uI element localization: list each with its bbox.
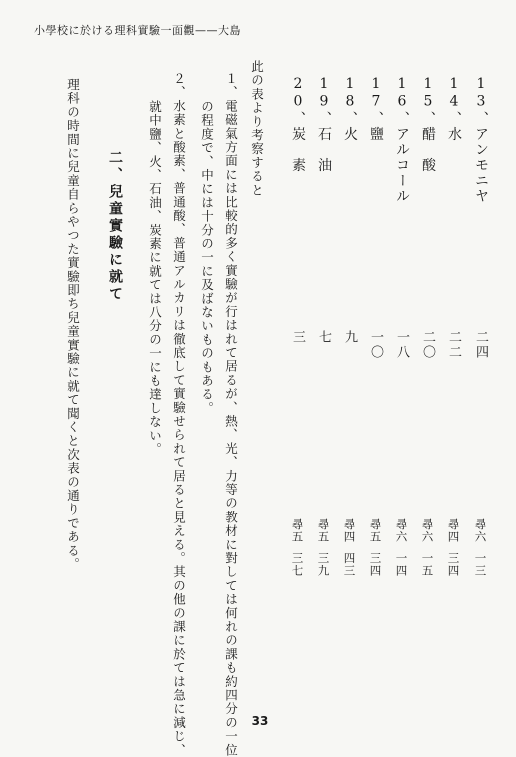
item-count: 九 (342, 330, 357, 345)
item-grade: 尋四 (342, 518, 357, 543)
paragraph-line: １、電磁氣方面には比較的多く實驗が行はれて居るが、熱、光、力等の教材に對しては何れの課も約四分の一位 (223, 72, 239, 757)
item-grade: 尋五 (368, 518, 383, 543)
item-count: 三 (290, 330, 305, 345)
item-name: 18、火 (342, 76, 358, 142)
item-value: 三四 (368, 552, 383, 577)
item-value: 三七 (290, 552, 305, 577)
paragraph-line: ２、水素と酸素、普通酸、普通アルカリは徹底して實驗せられて居ると見える。其の他の課に於ては急に減じ、 (171, 72, 187, 757)
item-name: 17、鹽 (368, 76, 384, 142)
item-grade: 尋五 (316, 518, 331, 543)
item-value: 一三 (473, 552, 488, 577)
item-count: 一〇 (368, 330, 383, 360)
item-value: 一五 (420, 552, 435, 577)
item-count: 二二 (446, 330, 461, 360)
section-heading: 二、兒童實驗に就て (107, 150, 123, 303)
item-name: 15、醋 酸 (420, 76, 436, 173)
item-name: 20、炭 素 (290, 76, 306, 173)
paragraph-line: 理科の時間に兒童自らやつた實驗即ち兒童實驗に就て聞くと次表の通りである。 (65, 78, 81, 572)
item-count: 七 (316, 330, 331, 345)
intro-text: 此の表より考察すると (249, 60, 265, 197)
running-header: 小學校に於ける理科實驗一面觀——大島 (34, 24, 241, 37)
item-grade: 尋四 (446, 518, 461, 543)
item-value: 三九 (316, 552, 331, 577)
item-value: 一四 (394, 552, 409, 577)
item-count: 二〇 (420, 330, 435, 360)
item-count: 二四 (473, 330, 488, 360)
item-count: 一八 (394, 330, 409, 360)
item-grade: 尋五 (290, 518, 305, 543)
item-grade: 尋六 (394, 518, 409, 543)
item-name: 16、アルコール (394, 76, 410, 204)
item-value: 四三 (342, 552, 357, 577)
paragraph-line: の程度で、中には十分の一に及ばないものもある。 (199, 100, 215, 416)
item-value: 三四 (446, 552, 461, 577)
paragraph-line: 就中鹽、火、石油、炭素に就ては八分の一にも達しない。 (147, 100, 163, 457)
item-grade: 尋六 (420, 518, 435, 543)
page-number: 33 (251, 714, 269, 728)
item-name: 19、石 油 (316, 76, 332, 173)
item-name: 14、水 (446, 76, 462, 142)
item-name: 13、アンモニヤ (473, 76, 489, 204)
item-grade: 尋六 (473, 518, 488, 543)
